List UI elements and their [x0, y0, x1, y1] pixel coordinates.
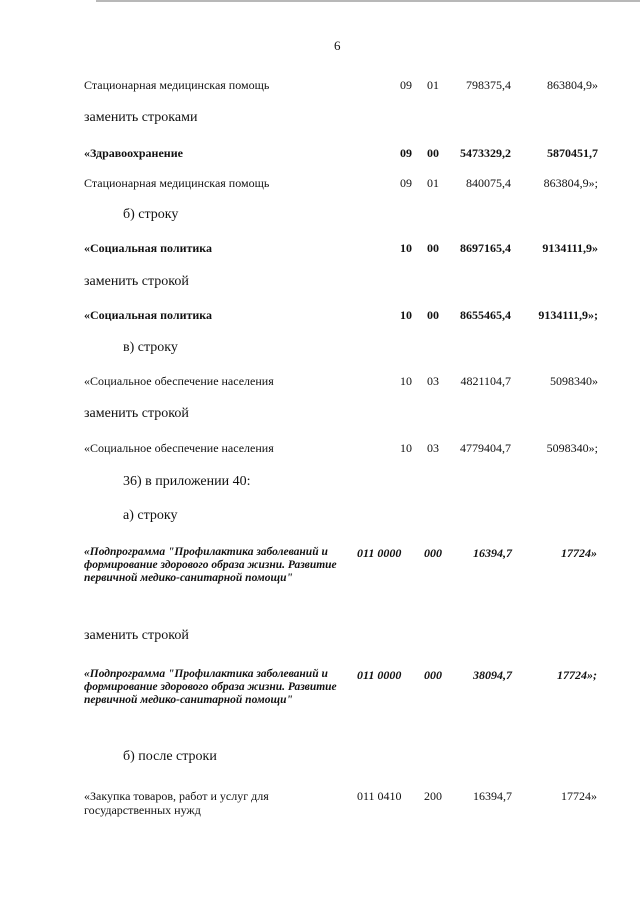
section-code: 09 — [400, 78, 412, 92]
instruction-text: заменить строкой — [84, 406, 189, 421]
subsection-code: 00 — [427, 146, 439, 160]
amount-1: 840075,4 — [466, 176, 511, 190]
table-row — [0, 441, 640, 475]
instruction-text: заменить строками — [84, 110, 198, 125]
amount-2: 17724» — [561, 546, 597, 560]
instruction-text: а) строку — [123, 508, 178, 523]
row-label: «Социальное обеспечение населения — [84, 441, 274, 455]
amount-1: 8655465,4 — [460, 308, 511, 322]
instruction-text: в) строку — [123, 340, 178, 355]
subsection-code: 01 — [427, 78, 439, 92]
instruction-text: заменить строкой — [84, 628, 189, 643]
row-label: «Здравоохранение — [84, 146, 183, 160]
instruction-text: б) после строки — [123, 749, 217, 764]
subsection-code: 01 — [427, 176, 439, 190]
row-label: «Подпрограмма "Профилактика заболеваний и формирование здорового образа жизни. Развитие первичной медико-санитарной помощи" — [84, 668, 337, 706]
section-code: 09 — [400, 176, 412, 190]
page-number: 6 — [334, 38, 341, 53]
table-row — [0, 308, 640, 342]
row-label: «Социальная политика — [84, 308, 213, 322]
amount-2: 5098340» — [550, 374, 598, 388]
amount-2: 17724»; — [557, 668, 597, 682]
amount-2: 5870451,7 — [547, 146, 598, 160]
amount-1: 5473329,2 — [460, 146, 511, 160]
amount-1: 8697165,4 — [460, 241, 511, 255]
table-row — [0, 374, 640, 408]
expense-type-code: 000 — [424, 546, 442, 560]
instruction-text: б) строку — [123, 207, 179, 222]
instruction-text: заменить строкой — [84, 274, 189, 289]
amount-1: 4779404,7 — [460, 441, 511, 455]
subsection-code: 00 — [427, 308, 439, 322]
subsection-code: 03 — [427, 441, 439, 455]
subsection-code: 03 — [427, 374, 439, 388]
expense-type-code: 000 — [424, 668, 442, 682]
expense-type-code: 200 — [424, 789, 442, 803]
row-label: «Подпрограмма "Профилактика заболеваний и формирование здорового образа жизни. Развитие первичной медико-санитарной помощи" — [84, 546, 337, 584]
amount-1: 16394,7 — [473, 789, 512, 803]
row-label: Стационарная медицинская помощь — [84, 176, 270, 190]
instruction-text: 36) в приложении 40: — [123, 474, 251, 489]
program-code: 011 0000 — [357, 546, 402, 560]
row-label: «Закупка товаров, работ и услуг для государственных нужд — [84, 789, 269, 817]
table-row — [0, 78, 640, 112]
program-code: 011 0000 — [357, 668, 402, 682]
section-code: 10 — [400, 308, 412, 322]
amount-2: 863804,9» — [547, 78, 598, 92]
amount-2: 17724» — [561, 789, 597, 803]
amount-1: 38094,7 — [473, 668, 512, 682]
amount-2: 863804,9»; — [543, 176, 598, 190]
section-code: 10 — [400, 374, 412, 388]
table-row — [0, 146, 640, 180]
section-code: 10 — [400, 241, 412, 255]
row-label: «Социальное обеспечение населения — [84, 374, 274, 388]
table-row — [0, 176, 640, 210]
amount-2: 5098340»; — [546, 441, 598, 455]
amount-1: 798375,4 — [466, 78, 511, 92]
subsection-code: 00 — [427, 241, 439, 255]
section-code: 09 — [400, 146, 412, 160]
amount-2: 9134111,9»; — [538, 308, 598, 322]
section-code: 10 — [400, 441, 412, 455]
table-row — [0, 241, 640, 275]
scan-top-edge — [96, 0, 640, 2]
program-code: 011 0410 — [357, 789, 402, 803]
row-label: Стационарная медицинская помощь — [84, 78, 270, 92]
amount-2: 9134111,9» — [542, 241, 598, 255]
row-label: «Социальная политика — [84, 241, 213, 255]
amount-1: 4821104,7 — [460, 374, 511, 388]
amount-1: 16394,7 — [473, 546, 512, 560]
